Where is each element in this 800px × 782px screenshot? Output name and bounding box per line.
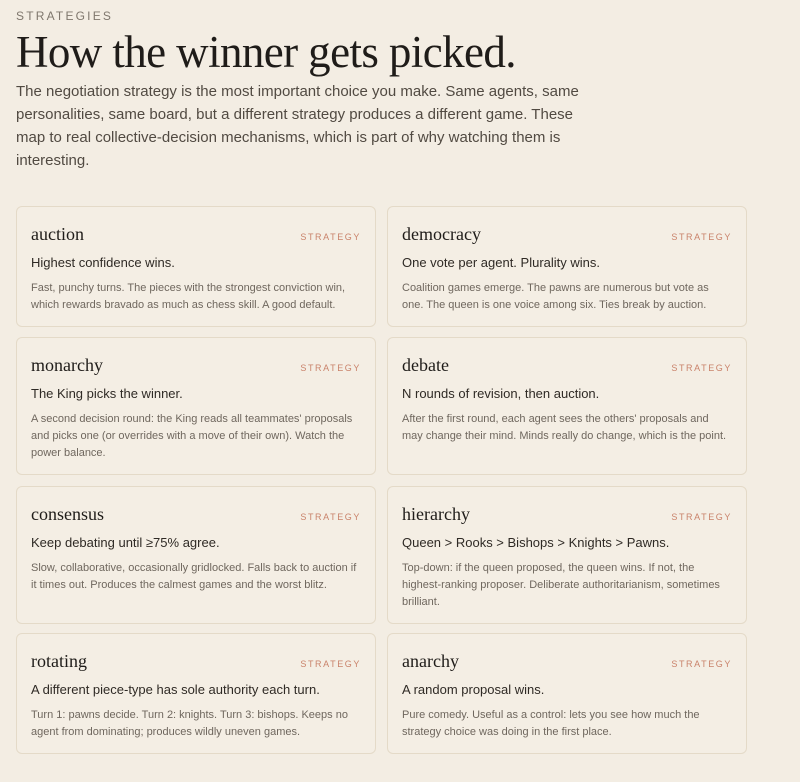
- strategy-description: Turn 1: pawns decide. Turn 2: knights. Turn 3: bishops. Keeps no agent from dominating; produces wildly uneven games.: [31, 709, 348, 738]
- strategy-summary: The King picks the winner.: [31, 386, 183, 401]
- strategy-summary: Highest confidence wins.: [31, 255, 175, 270]
- strategy-tag: STRATEGY: [300, 659, 361, 669]
- strategy-tag: STRATEGY: [300, 363, 361, 373]
- strategy-card-anarchy: [387, 633, 747, 754]
- strategy-card-hierarchy: [387, 486, 747, 624]
- strategy-name: debate: [402, 355, 449, 375]
- strategy-summary: Keep debating until ≥75% agree.: [31, 535, 220, 550]
- strategy-card-debate: [387, 337, 747, 475]
- strategy-name: rotating: [31, 651, 87, 671]
- strategy-description: Pure comedy. Useful as a control: lets you see how much the strategy choice was doing in the first place.: [402, 709, 700, 738]
- strategy-description: Slow, collaborative, occasionally gridlocked. Falls back to auction if it times out. Produces the calmest games and the worst blitz.: [31, 562, 357, 591]
- strategy-tag: STRATEGY: [300, 512, 361, 522]
- strategy-card-rotating: [16, 633, 376, 754]
- strategy-name: anarchy: [402, 651, 459, 671]
- strategy-name: consensus: [31, 504, 104, 524]
- section-intro: The negotiation strategy is the most important choice you make. Same agents, same personalities, same board, but a different strategy produces a different game. These map to real collective-decision mechanisms, which is part of why watching them is interesting.: [16, 83, 579, 169]
- section-title: How the winner gets picked.: [16, 27, 516, 77]
- strategy-name: hierarchy: [402, 504, 470, 524]
- strategy-description: After the first round, each agent sees the others' proposals and may change their mind. Minds really do change, which is the point.: [402, 413, 727, 442]
- strategy-description: A second decision round: the King reads all teammates' proposals and picks one (or overrides with a move of their own). Watch the power balance.: [31, 413, 353, 459]
- strategy-name: auction: [31, 224, 84, 244]
- strategy-description: Top-down: if the queen proposed, the queen wins. If not, the highest-ranking proposer. Deliberate authoritarianism, sometimes brilliant.: [402, 562, 720, 608]
- strategy-summary: N rounds of revision, then auction.: [402, 386, 600, 401]
- strategy-description: Fast, punchy turns. The pieces with the strongest conviction win, which rewards bravado as much as chess skill. A good default.: [31, 282, 346, 311]
- strategy-summary: Queen > Rooks > Bishops > Knights > Pawns.: [402, 535, 670, 550]
- strategy-card-consensus: [16, 486, 376, 624]
- strategy-description: Coalition games emerge. The pawns are numerous but vote as one. The queen is one voice among six. Ties break by auction.: [402, 282, 709, 311]
- strategy-name: democracy: [402, 224, 481, 244]
- strategy-card-monarchy: [16, 337, 376, 475]
- strategy-summary: One vote per agent. Plurality wins.: [402, 255, 600, 270]
- strategy-summary: A different piece-type has sole authority each turn.: [31, 682, 320, 697]
- strategy-card-auction: [16, 206, 376, 327]
- strategy-name: monarchy: [31, 355, 103, 375]
- strategy-tag: STRATEGY: [671, 232, 732, 242]
- strategy-card-democracy: [387, 206, 747, 327]
- strategy-tag: STRATEGY: [671, 512, 732, 522]
- strategy-tag: STRATEGY: [300, 232, 361, 242]
- section-eyebrow: STRATEGIES: [16, 9, 114, 23]
- strategy-tag: STRATEGY: [671, 659, 732, 669]
- strategy-summary: A random proposal wins.: [402, 682, 545, 697]
- strategy-tag: STRATEGY: [671, 363, 732, 373]
